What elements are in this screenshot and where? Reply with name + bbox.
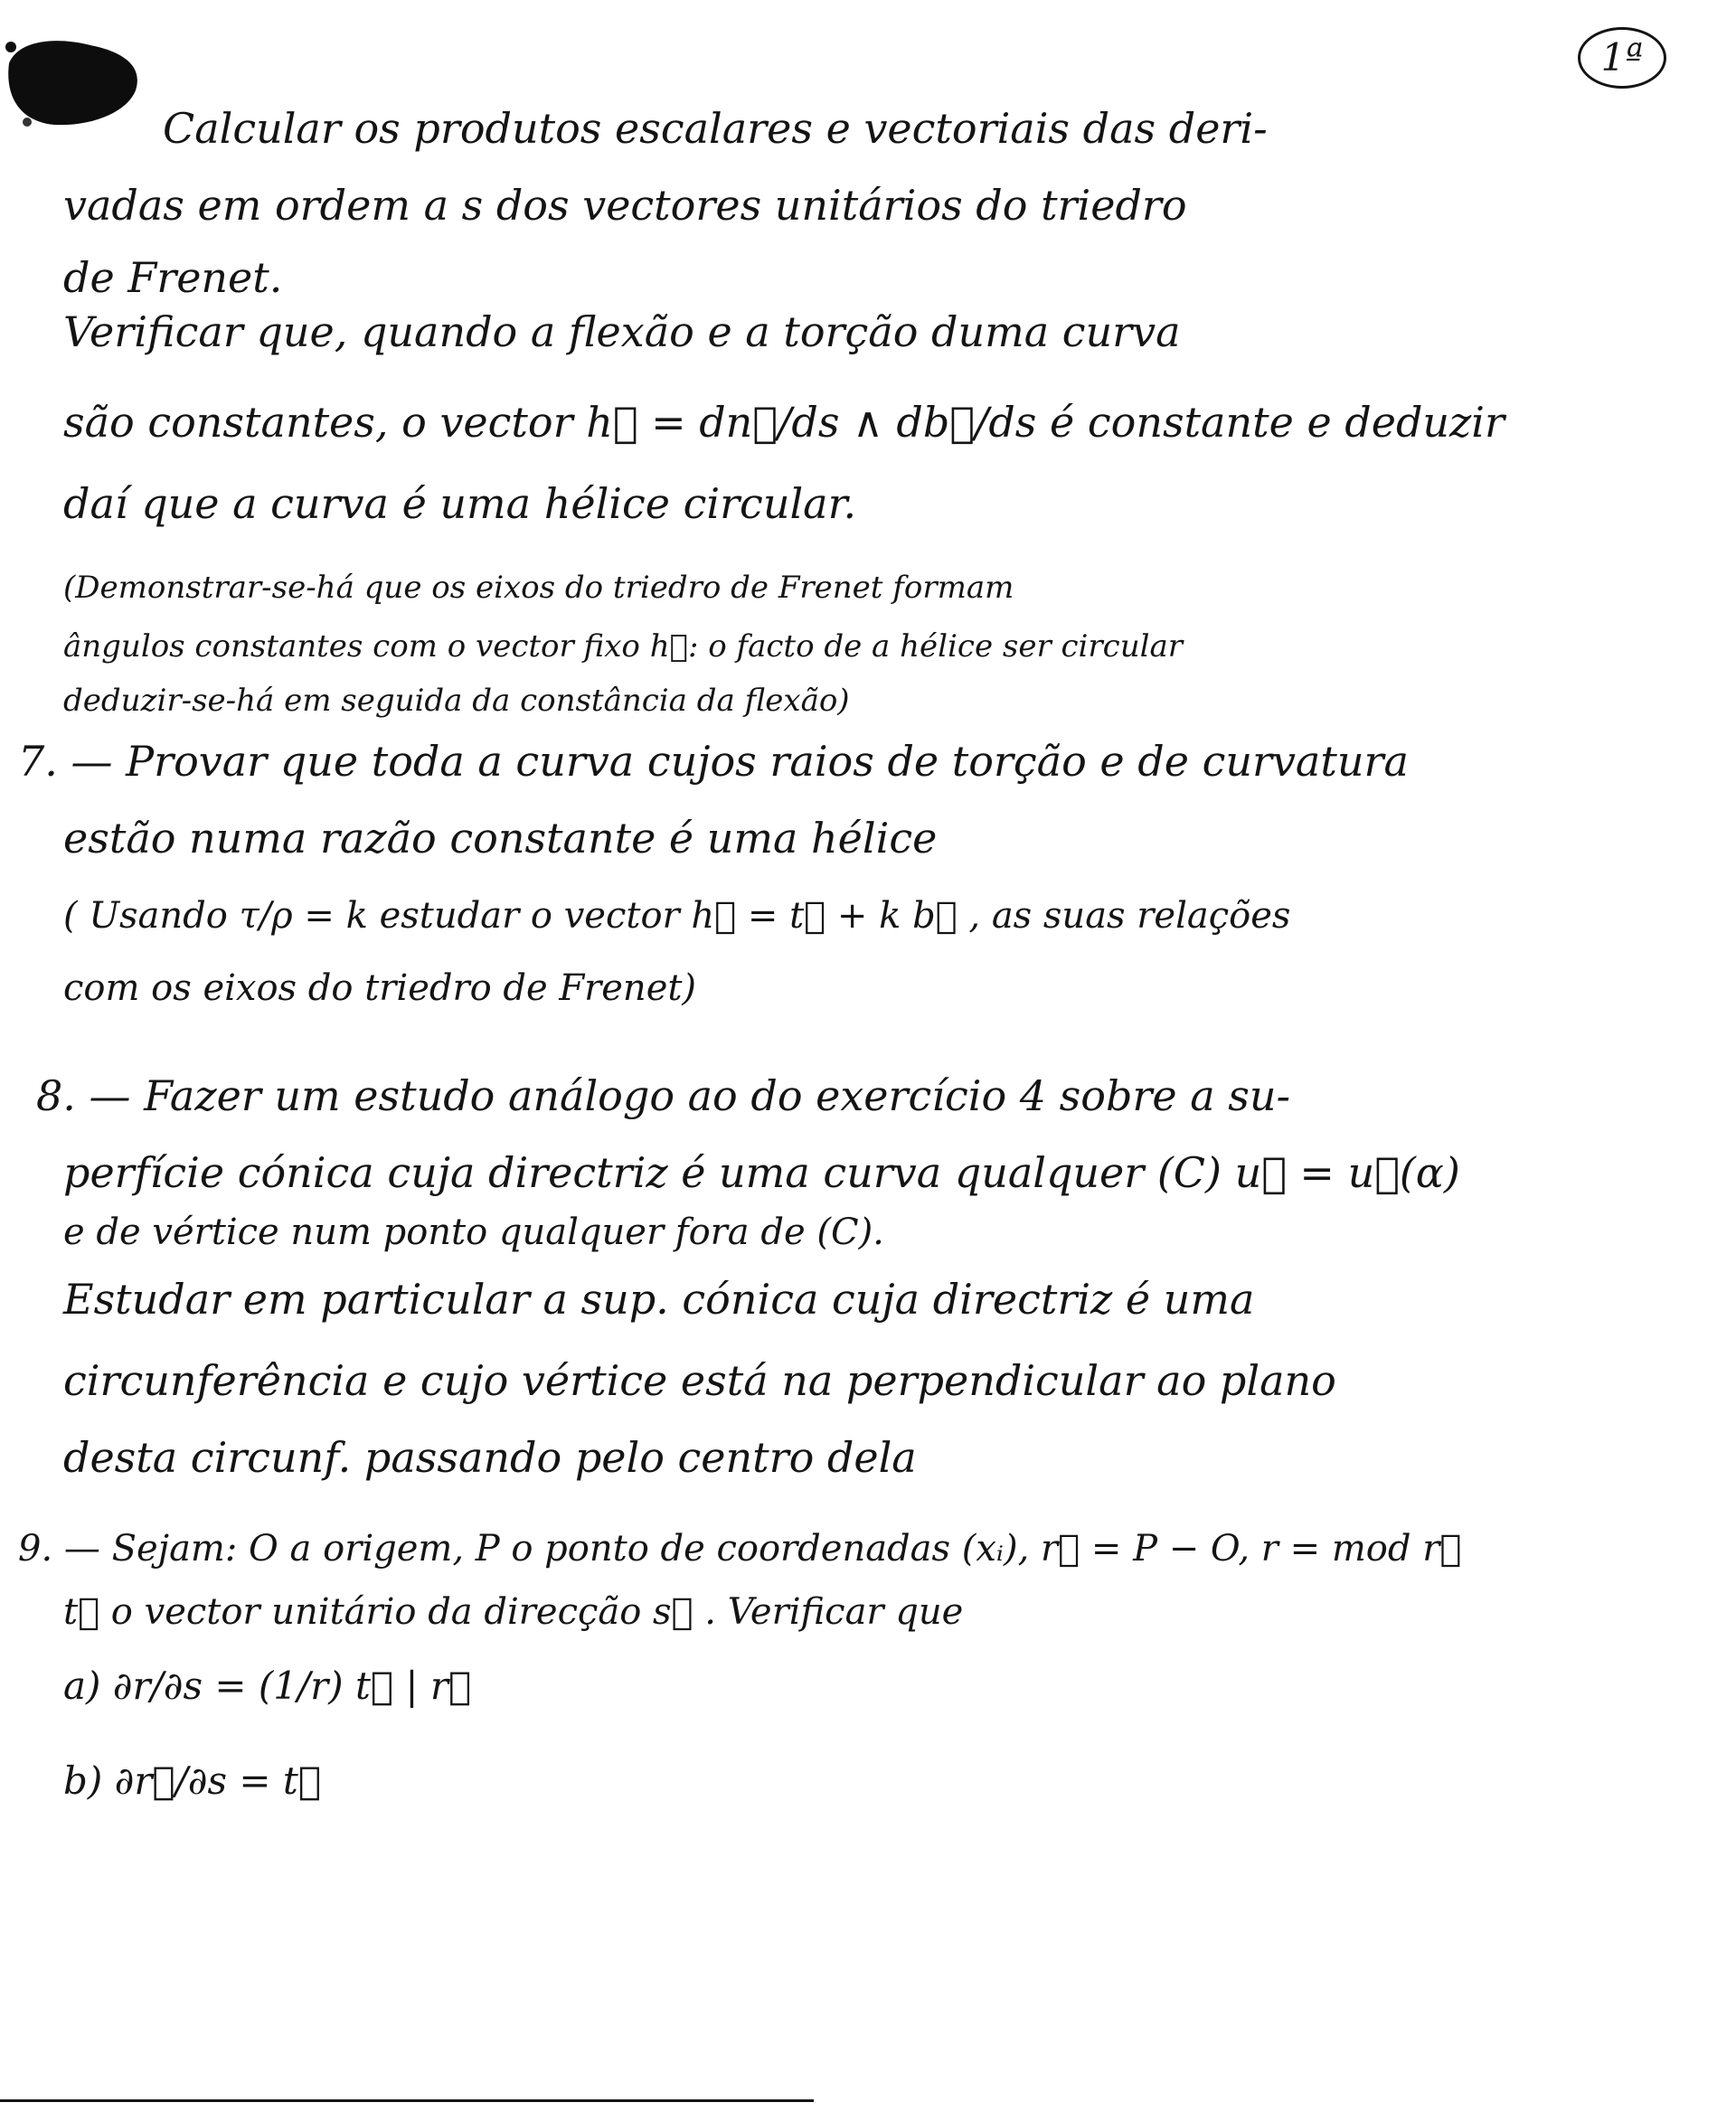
exercise-8-line: circunferência e cujo vértice está na perpendicular ao plano <box>63 1356 1336 1405</box>
exercise-7-line: com os eixos do triedro de Frenet) <box>63 967 697 1009</box>
exercise-8-line: perfície cónica cuja directriz é uma curva qualquer (C) u⃗ = u⃗(α) <box>63 1148 1460 1197</box>
exercise-9-line: 9. — Sejam: O a origem, P o ponto de coordenadas (xᵢ), r⃗ = P − O, r = mod r⃗ <box>18 1528 1462 1570</box>
text-line: Calcular os produtos escalares e vectoriais das deri- <box>163 104 1268 153</box>
text-line: vadas em ordem a s dos vectores unitários do triedro <box>63 181 1187 230</box>
exercise-8-line: e de vértice num ponto qualquer fora de (C). <box>63 1212 884 1253</box>
text-line: daí que a curva é uma hélice circular. <box>63 479 857 528</box>
exercise-9-item-a: a) ∂r/∂s = (1/r) t⃗ | r⃗ <box>63 1664 472 1708</box>
exercise-8-line: Estudar em particular a sup. cónica cuja directriz é uma <box>63 1275 1255 1324</box>
ink-smudge-icon <box>0 27 145 136</box>
page-number: 1ª <box>1578 27 1666 89</box>
page-bottom-rule <box>0 2099 814 2102</box>
exercise-8-line: desta circunf. passando pelo centro dela <box>63 1433 917 1482</box>
text-line: são constantes, o vector h⃗ = dn⃗/ds ∧ db⃗/ds é constante e deduzir <box>63 398 1505 447</box>
text-line: (Demonstrar-se-há que os eixos do triedro de Frenet formam <box>63 570 1014 606</box>
exercise-8-line: 8. — Fazer um estudo análogo ao do exercício 4 sobre a su- <box>36 1071 1291 1120</box>
text-line: deduzir-se-há em seguida da constância da flexão) <box>63 683 850 719</box>
exercise-7-line: estão numa razão constante é uma hélice <box>63 814 938 863</box>
exercise-7-line: ( Usando τ/ρ = k estudar o vector h⃗ = t⃗ + k b⃗ , as suas relações <box>63 895 1291 937</box>
exercise-9-line: t⃗ o vector unitário da direcção s⃗ . Verificar que <box>63 1591 964 1633</box>
text-line: Verificar que, quando a flexão e a torção duma curva <box>63 307 1181 356</box>
text-line: ângulos constantes com o vector fixo h⃗: o facto de a hélice ser circular <box>63 628 1184 665</box>
exercise-9-item-b: b) ∂r⃗/∂s = t⃗ <box>63 1758 322 1803</box>
text-line: de Frenet. <box>63 253 283 302</box>
exercise-7-line: 7. — Provar que toda a curva cujos raios de torção e de curvatura <box>18 737 1409 786</box>
